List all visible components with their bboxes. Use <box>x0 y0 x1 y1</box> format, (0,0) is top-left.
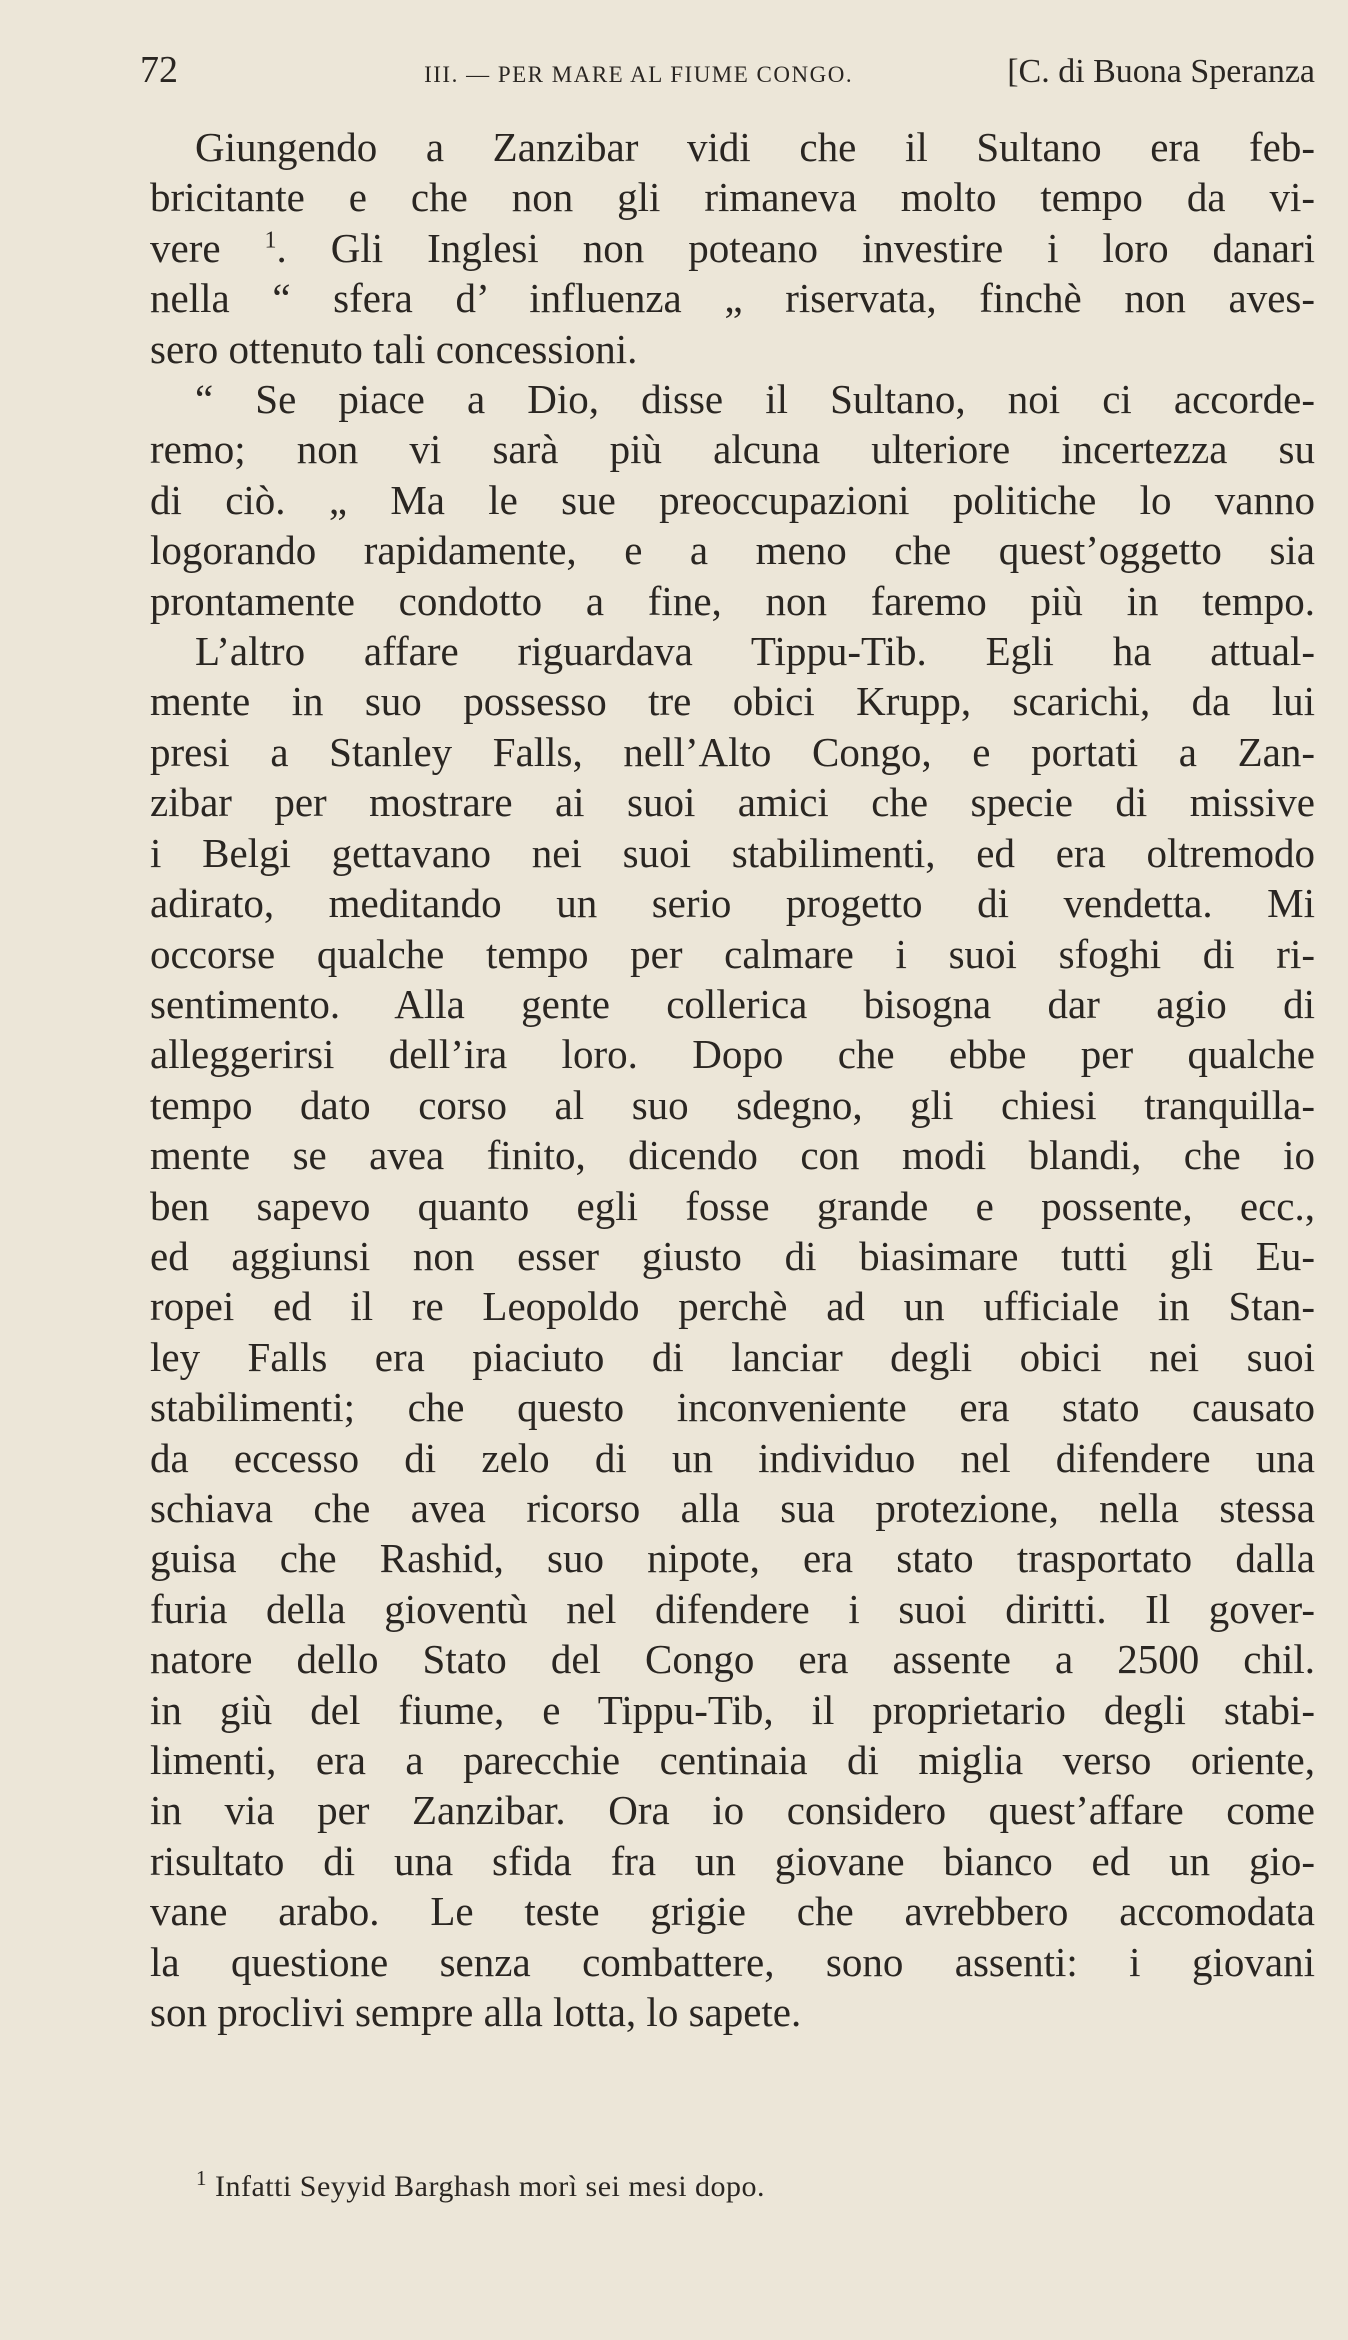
text-line: i Belgi gettavano nei suoi stabilimenti, ed era oltremodo <box>150 829 1315 876</box>
text-line: sero ottenuto tali concessioni. <box>150 325 638 372</box>
text-line: guisa che Rashid, suo nipote, era stato trasportato dalla <box>150 1535 1315 1582</box>
paragraph-1 <box>150 122 1315 374</box>
text-line: occorse qualche tempo per calmare i suoi sfoghi di ri- <box>150 930 1315 977</box>
section-reference: [C. di Buona Speranza <box>1007 53 1315 90</box>
paragraph-3 <box>150 626 1315 2037</box>
text-line: L’altro affare riguardava Tippu-Tib. Egli ha attual- <box>195 628 1315 675</box>
text-line: risultato di una sfida fra un giovane bianco ed un gio- <box>150 1837 1315 1884</box>
text-line: prontamente condotto a fine, non faremo più in tempo. <box>150 577 1315 624</box>
text-line: furia della gioventù nel difendere i suoi diritti. Il gover- <box>150 1585 1315 1632</box>
text-line: remo; non vi sarà più alcuna ulteriore incertezza su <box>150 426 1315 473</box>
text-line: natore dello Stato del Congo era assente a 2500 chil. <box>150 1636 1315 1683</box>
text-line: schiava che avea ricorso alla sua protezione, nella stessa <box>150 1484 1315 1531</box>
text-line: bricitante e che non gli rimaneva molto tempo da vi- <box>150 174 1315 221</box>
text-line: logorando rapidamente, e a meno che quest’oggetto sia <box>150 527 1315 574</box>
text-line: ropei ed il re Leopoldo perchè ad un ufficiale in Stan- <box>150 1283 1315 1330</box>
footnote-text: Infatti Seyyid Barghash morì sei mesi dopo. <box>215 2170 766 2203</box>
page-header <box>140 48 1315 91</box>
text-line-rest: . Gli Inglesi non poteano investire i loro danari <box>276 224 1315 271</box>
text-line-with-footnote <box>150 223 1315 273</box>
text-line: vane arabo. Le teste grigie che avrebbero accomodata <box>150 1888 1315 1935</box>
text-line: limenti, era a parecchie centinaia di miglia verso oriente, <box>150 1737 1315 1783</box>
body-text <box>150 122 1315 2037</box>
footnote <box>196 2166 1196 2204</box>
page-number: 72 <box>140 49 178 91</box>
text-line: “ Se piace a Dio, disse il Sultano, noi ci accorde- <box>195 376 1315 423</box>
text-line: in giù del fiume, e Tippu-Tib, il proprietario degli stabi- <box>150 1686 1315 1733</box>
text-line: presi a Stanley Falls, nell’Alto Congo, e portati a Zan- <box>150 728 1315 775</box>
text-line: alleggerirsi dell’ira loro. Dopo che ebbe per qualche <box>150 1031 1315 1078</box>
text-line: Giungendo a Zanzibar vidi che il Sultano era feb- <box>195 124 1315 170</box>
text-line: zibar per mostrare ai suoi amici che specie di missive <box>150 779 1315 826</box>
text-line: in via per Zanzibar. Ora io considero quest’affare come <box>150 1787 1315 1834</box>
text-line: mente in suo possesso tre obici Krupp, scarichi, da lui <box>150 678 1315 725</box>
text-line: son proclivi sempre alla lotta, lo sapete. <box>150 1989 802 2036</box>
text-line: sentimento. Alla gente collerica bisogna dar agio di <box>150 980 1315 1027</box>
text-line-start: vere <box>150 224 265 271</box>
paragraph-2 <box>150 374 1315 626</box>
text-line: ben sapevo quanto egli fosse grande e possente, ecc., <box>150 1182 1315 1229</box>
footnote-reference[interactable]: 1 <box>264 227 277 254</box>
text-line: tempo dato corso al suo sdegno, gli chiesi tranquilla- <box>150 1081 1315 1128</box>
text-line: la questione senza combattere, sono assenti: i giovani <box>150 1938 1315 1985</box>
text-line: da eccesso di zelo di un individuo nel difendere una <box>150 1434 1315 1481</box>
running-head: III. — PER MARE AL FIUME CONGO. <box>424 62 854 87</box>
text-line: mente se avea finito, dicendo con modi blandi, che io <box>150 1132 1315 1179</box>
text-line: adirato, meditando un serio progetto di vendetta. Mi <box>150 880 1315 927</box>
text-line: ed aggiunsi non esser giusto di biasimare tutti gli Eu- <box>150 1232 1315 1279</box>
text-line: stabilimenti; che questo inconveniente era stato causato <box>150 1384 1315 1431</box>
text-line: nella “ sfera d’ influenza „ riservata, finchè non aves- <box>150 275 1315 322</box>
text-line: di ciò. „ Ma le sue preoccupazioni politiche lo vanno <box>150 476 1315 523</box>
footnote-marker: 1 <box>196 2166 207 2190</box>
text-line: ley Falls era piaciuto di lanciar degli obici nei suoi <box>150 1333 1315 1380</box>
